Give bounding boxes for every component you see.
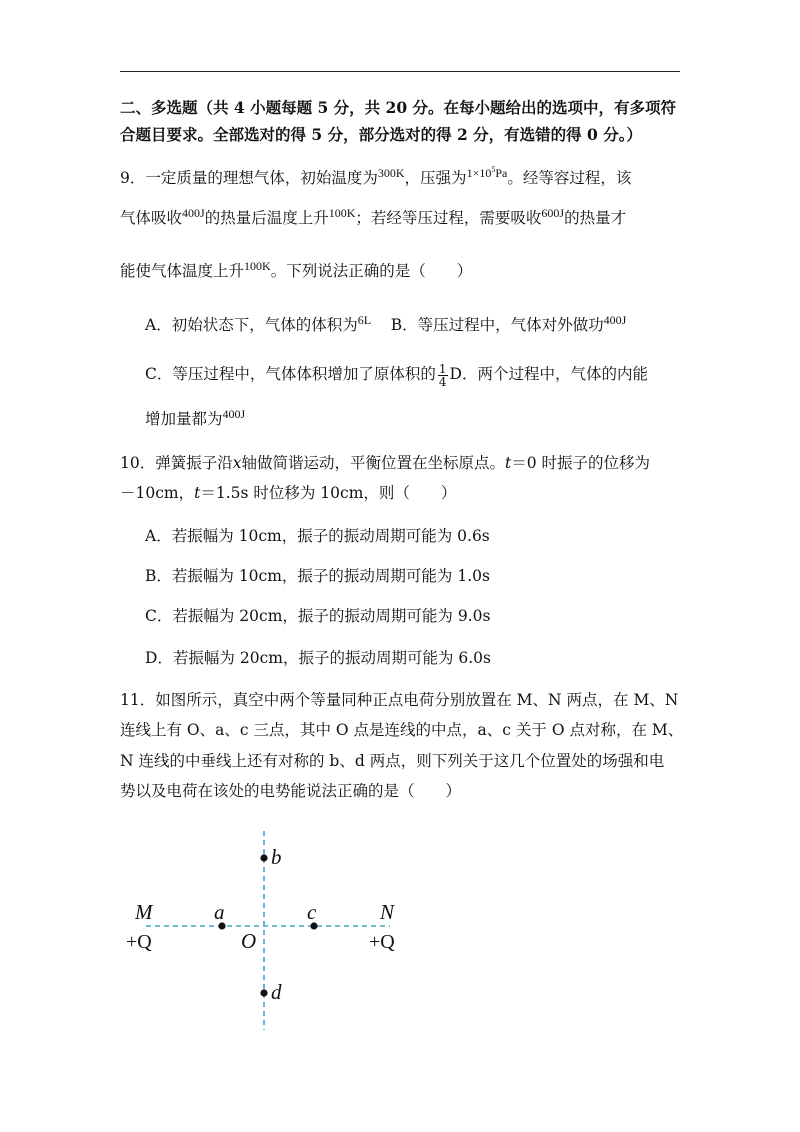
q9-option-d-text: 增加量都为 [145, 410, 223, 428]
q9-text: 能使气体温度上升 [120, 262, 245, 280]
label-q-left: +Q [126, 931, 152, 953]
q9-unit-600j: 600J [541, 206, 565, 220]
q9-unit-400j: 400J [222, 407, 246, 421]
q9-text: ，压强为 [404, 169, 467, 187]
q9-pressure-unit: Pa [495, 166, 508, 180]
label-O: O [241, 929, 257, 953]
q9-pressure-mantissa: 1×10 [466, 166, 492, 180]
q9-unit-300k: 300K [377, 166, 405, 180]
q11-line1: 11．如图所示，真空中两个等量同种正点电荷分别放置在 M、N 两点，在 M、N [120, 691, 679, 709]
q9-unit-400j: 400J [603, 313, 627, 327]
label-N: N [380, 900, 395, 924]
point-b [260, 854, 267, 861]
q9-text: ；若经等压过程，需要吸收 [355, 209, 542, 227]
q9-text: 的热量才 [564, 209, 627, 227]
section-header-line2: 合题目要求。全部选对的得 5 分，部分选对的得 2 分，有选错的得 0 分。） [120, 125, 642, 144]
q9-text: 的热量后温度上升 [204, 209, 329, 227]
q10-text: 轴做简谐运动，平衡位置在坐标原点。 [241, 454, 505, 472]
label-c: c [307, 900, 317, 924]
q9-option-a: A．初始状态下，气体的体积为 [145, 316, 358, 334]
q9-unit-400j: 400J [182, 206, 205, 220]
q10-var-t: t [505, 454, 512, 472]
q10-text: ＝1.5s 时位移为 10cm，则（ ） [200, 484, 457, 502]
section-header-line1: 二、多选题（共 4 小题每题 5 分，共 20 分。在每小题给出的选项中，有多项符 [120, 98, 677, 117]
q11-line3: N 连线的中垂线上还有对称的 b、d 两点，则下列关于这几个位置处的场强和电 [120, 752, 665, 770]
label-M: M [135, 900, 153, 924]
q10-option-b: B．若振幅为 10cm，振子的振动周期可能为 1.0s [145, 567, 490, 585]
q9-text: 。经等容过程，该 [507, 169, 632, 187]
label-a: a [214, 900, 225, 924]
q9-fraction-denominator: 4 [438, 374, 447, 389]
q9-text: 气体吸收 [120, 209, 183, 227]
point-d [260, 989, 267, 996]
label-d: d [271, 980, 282, 1004]
label-b: b [271, 845, 282, 869]
q10-text: －10cm， [120, 484, 195, 502]
q9-unit-100k: 100K [244, 259, 271, 273]
label-q-right: +Q [369, 931, 395, 953]
q10-option-d: D．若振幅为 20cm，振子的振动周期可能为 6.0s [145, 649, 491, 667]
q11-line2: 连线上有 O、a、c 三点，其中 O 点是连线的中点，a、c 关于 O 点对称，在 M、 [120, 721, 684, 739]
q10-option-c: C．若振幅为 20cm，振子的振动周期可能为 9.0s [145, 607, 491, 625]
q10-option-a: A．若振幅为 10cm，振子的振动周期可能为 0.6s [145, 527, 490, 545]
q10-var-x: x [232, 454, 242, 472]
q10-text: 10．弹簧振子沿 [120, 454, 233, 472]
q10-text: ＝0 时振子的位移为 [511, 454, 651, 472]
q9-option-b: B．等压过程中，气体对外做功 [390, 316, 604, 334]
q9-unit-100k: 100K [328, 206, 356, 220]
q9-text: 9．一定质量的理想气体，初始温度为 [120, 169, 378, 187]
q9-fraction-numerator: 1 [438, 361, 447, 376]
q9-option-d: D．两个过程中，气体的内能 [449, 365, 648, 383]
q9-pressure-exponent: 5 [491, 165, 496, 174]
q9-text: 。下列说法正确的是（ ） [270, 262, 473, 280]
q9-unit-6l: 6L [357, 313, 372, 327]
q9-option-c: C．等压过程中，气体体积增加了原体积的 [145, 365, 436, 383]
q10-var-t: t [194, 484, 201, 502]
q11-line4: 势以及电荷在该处的电势能说法正确的是（ ） [120, 782, 462, 800]
